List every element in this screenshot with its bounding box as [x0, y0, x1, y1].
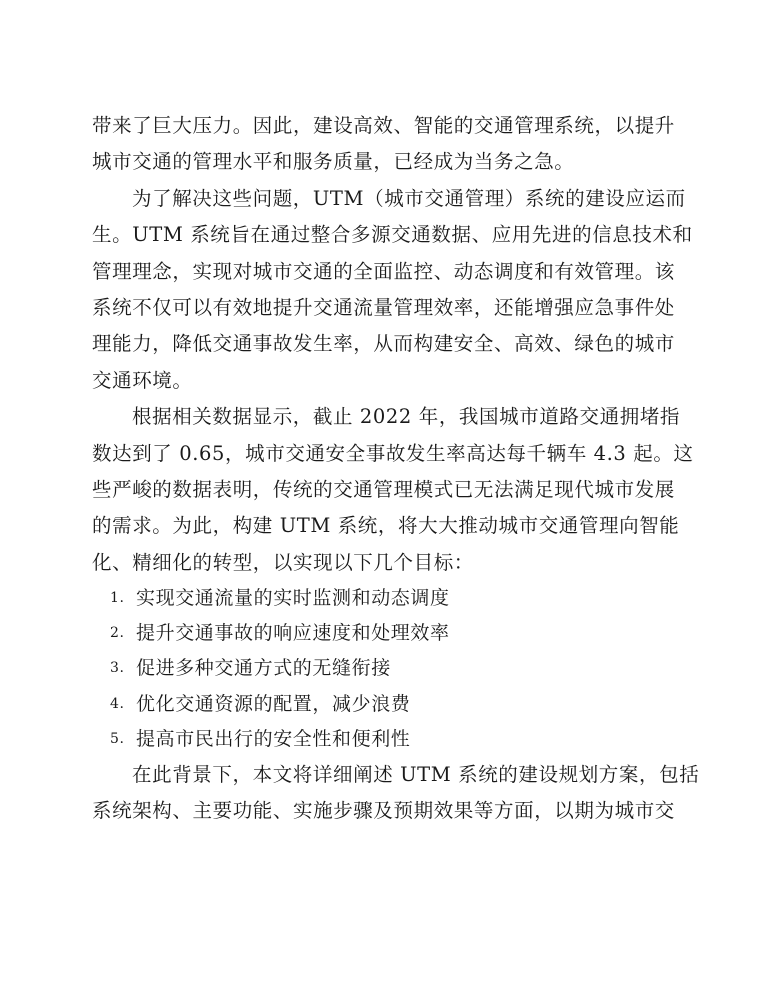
- list-item-text: 优化交通资源的配置，减少浪费: [136, 692, 411, 715]
- goals-list: [92, 581, 672, 757]
- text-line: 数达到了 0.65，城市交通安全事故发生率高达每千辆车 4.3 起。这: [92, 441, 694, 465]
- paragraph-intro-continuation: [92, 108, 675, 181]
- list-number: 2.: [110, 625, 125, 642]
- list-number: 4.: [110, 695, 125, 712]
- text-line: 化、精细化的转型，以实现以下几个目标：: [92, 550, 474, 574]
- list-item-text: 提升交通事故的响应速度和处理效率: [136, 622, 450, 645]
- text-line: 系统架构、主要功能、实施步骤及预期效果等方面，以期为城市交: [92, 799, 675, 823]
- list-item: [92, 687, 672, 722]
- list-item: [92, 722, 672, 757]
- text-line: 根据相关数据显示，截止 2022 年，我国城市道路交通拥堵指: [132, 405, 681, 429]
- document-body: [92, 108, 700, 830]
- text-line: 系统不仅可以有效地提升交通流量管理效率，还能增强应急事件处: [92, 295, 675, 319]
- text-line: 些严峻的数据表明，传统的交通管理模式已无法满足现代城市发展: [92, 477, 675, 501]
- list-number: 3.: [110, 660, 125, 677]
- text-line: 的需求。为此，构建 UTM 系统，将大大推动城市交通管理向智能: [92, 514, 680, 538]
- list-item: [92, 651, 672, 686]
- text-line: 在此背景下，本文将详细阐述 UTM 系统的建设规划方案，包括: [132, 763, 700, 787]
- text-line: 生。UTM 系统旨在通过整合多源交通数据、应用先进的信息技术和: [92, 223, 693, 247]
- list-item-text: 促进多种交通方式的无缝衔接: [136, 657, 391, 680]
- text-line: 为了解决这些问题，UTM（城市交通管理）系统的建设应运而: [132, 186, 686, 210]
- text-line: 交通环境。: [92, 368, 193, 392]
- text-line: 理能力，降低交通事故发生率，从而构建安全、高效、绿色的城市: [92, 332, 675, 356]
- list-item: [92, 616, 672, 651]
- list-number: 1.: [110, 590, 125, 607]
- text-line: 管理理念，实现对城市交通的全面监控、动态调度和有效管理。该: [92, 259, 675, 283]
- list-item-text: 提高市民出行的安全性和便利性: [136, 727, 411, 750]
- text-line: 带来了巨大压力。因此，建设高效、智能的交通管理系统，以提升: [92, 114, 675, 137]
- list-item-text: 实现交通流量的实时监测和动态调度: [136, 587, 450, 610]
- list-number: 5.: [110, 730, 125, 747]
- list-item: [92, 581, 672, 616]
- paragraph-utm-purpose: [92, 181, 693, 399]
- paragraph-background: [92, 757, 700, 830]
- text-line: 城市交通的管理水平和服务质量，已经成为当务之急。: [92, 150, 575, 174]
- paragraph-statistics: [92, 399, 694, 581]
